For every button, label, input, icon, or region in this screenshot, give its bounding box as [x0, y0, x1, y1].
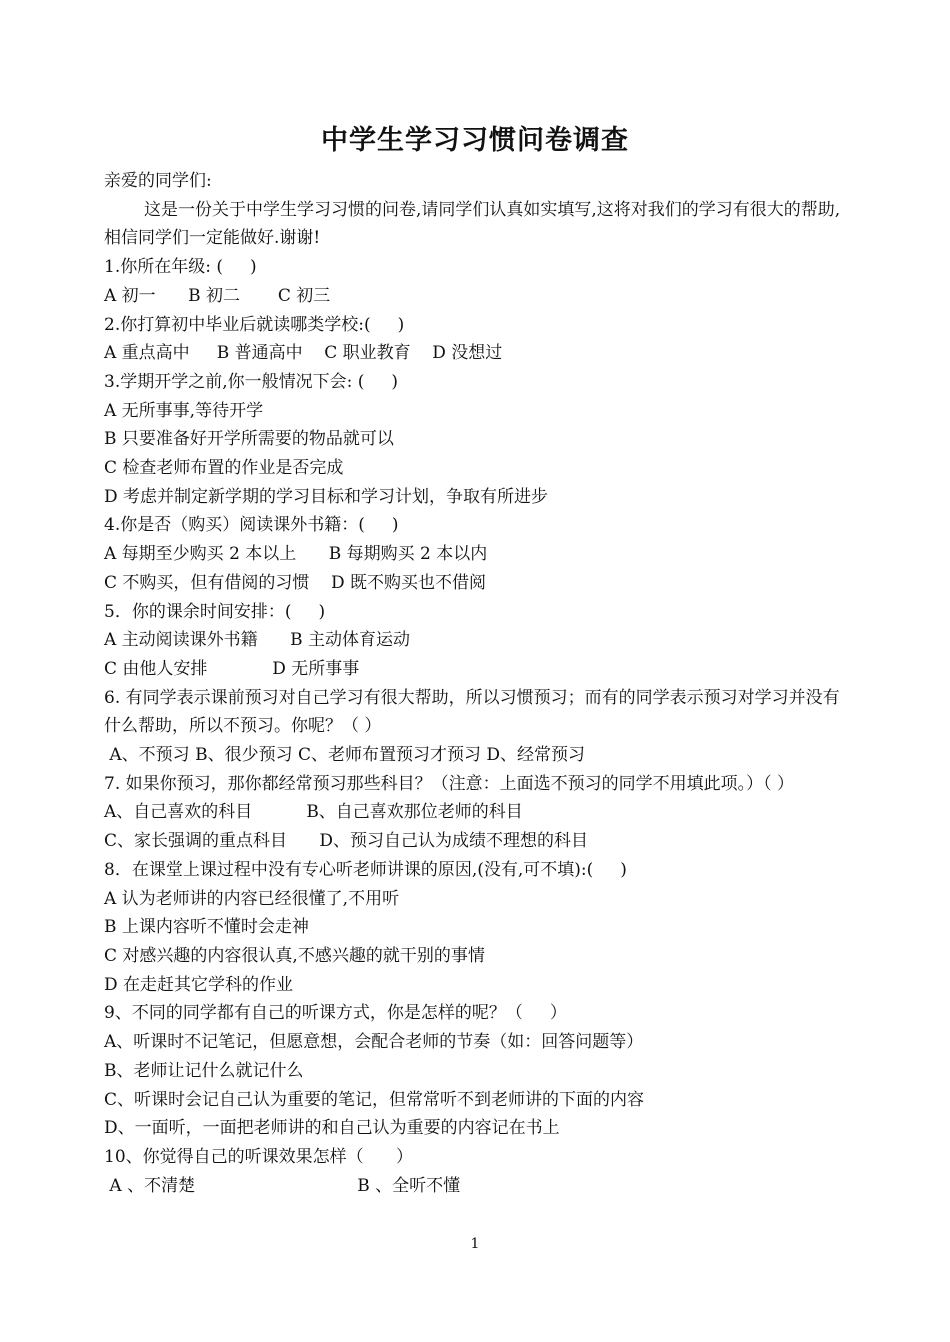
- question-3-option-c: C 检查老师布置的作业是否完成: [104, 458, 344, 479]
- question-7-options-ab: A、自己喜欢的科目 B、自己喜欢那位老师的科目: [104, 802, 523, 823]
- question-8-option-d: D 在走赶其它学科的作业: [104, 974, 294, 995]
- questionnaire-body: [104, 167, 850, 1200]
- question-3: 3.学期开学之前,你一般情况下会: ( ): [104, 371, 399, 392]
- question-3-option-b: B 只要准备好开学所需要的物品就可以: [104, 429, 394, 450]
- question-6-options: A、不预习 B、很少预习 C、老师布置预习才预习 D、经常预习: [104, 745, 586, 766]
- question-4-options-ab: A 每期至少购买 2 本以上 B 每期购买 2 本以内: [104, 544, 488, 565]
- question-8-option-b: B 上课内容听不懂时会走神: [104, 917, 309, 938]
- question-1-options: A 初一 B 初二 C 初三: [104, 285, 331, 306]
- document-title: 中学生学习习惯问卷调查: [321, 125, 629, 156]
- question-8-option-c: C 对感兴趣的内容很认真,不感兴趣的就干别的事情: [104, 945, 485, 966]
- question-9-option-c: C、听课时会记自己认为重要的笔记，但常常听不到老师讲的下面的内容: [104, 1089, 645, 1110]
- question-6: 6. 有同学表示课前预习对自己学习有很大帮助，所以习惯预习；而有的同学表示预习对学习并没有什么帮助，所以不预习。你呢？（ ）: [104, 687, 840, 737]
- question-8: 8．在课堂上课过程中没有专心听老师讲课的原因,(没有,可不填):( ): [104, 859, 627, 880]
- question-5-options-ab: A 主动阅读课外书籍 B 主动体育运动: [104, 630, 410, 651]
- question-10: 10、你觉得自己的听课效果怎样（ ）: [104, 1146, 414, 1167]
- question-7-options-cd: C、家长强调的重点科目 D、预习自己认为成绩不理想的科目: [104, 831, 589, 852]
- page-number: 1: [470, 1236, 480, 1252]
- question-4-options-cd: C 不购买，但有借阅的习惯 D 既不购买也不借阅: [104, 572, 487, 593]
- question-7: 7. 如果你预习，那你都经常预习那些科目？（注意：上面选不预习的同学不用填此项。）（ ）: [104, 773, 795, 794]
- question-2-options: A 重点高中 B 普通高中 C 职业教育 D 没想过: [104, 343, 503, 364]
- greeting: 亲爱的同学们:: [104, 171, 212, 191]
- question-9-option-a: A、听课时不记笔记，但愿意想，会配合老师的节奏（如：回答问题等）: [104, 1032, 644, 1053]
- question-9-option-b: B、老师让记什么就记什么: [104, 1060, 304, 1081]
- question-4: 4.你是否（购买）阅读课外书籍：( ): [104, 515, 399, 536]
- question-3-option-a: A 无所事事,等待开学: [104, 400, 264, 421]
- question-10-options: A 、不清楚 B 、全听不懂: [104, 1175, 461, 1196]
- intro-paragraph: 这是一份关于中学生学习习惯的问卷,请同学们认真如实填写,这将对我们的学习有很大的帮助,相信同学们一定能做好.谢谢!: [104, 199, 841, 249]
- question-5: 5．你的课余时间安排：( ): [104, 601, 326, 622]
- question-9: 9、不同的同学都有自己的听课方式，你是怎样的呢？（ ）: [104, 1003, 567, 1024]
- question-5-options-cd: C 由他人安排 D 无所事事: [104, 658, 360, 679]
- question-9-option-d: D、一面听，一面把老师讲的和自己认为重要的内容记在书上: [104, 1118, 560, 1139]
- question-1: 1.你所在年级: ( ): [104, 257, 257, 278]
- question-8-option-a: A 认为老师讲的内容已经很懂了,不用听: [104, 888, 400, 909]
- question-3-option-d: D 考虑并制定新学期的学习目标和学习计划，争取有所进步: [104, 486, 549, 507]
- question-2: 2.你打算初中毕业后就读哪类学校:( ): [104, 314, 405, 335]
